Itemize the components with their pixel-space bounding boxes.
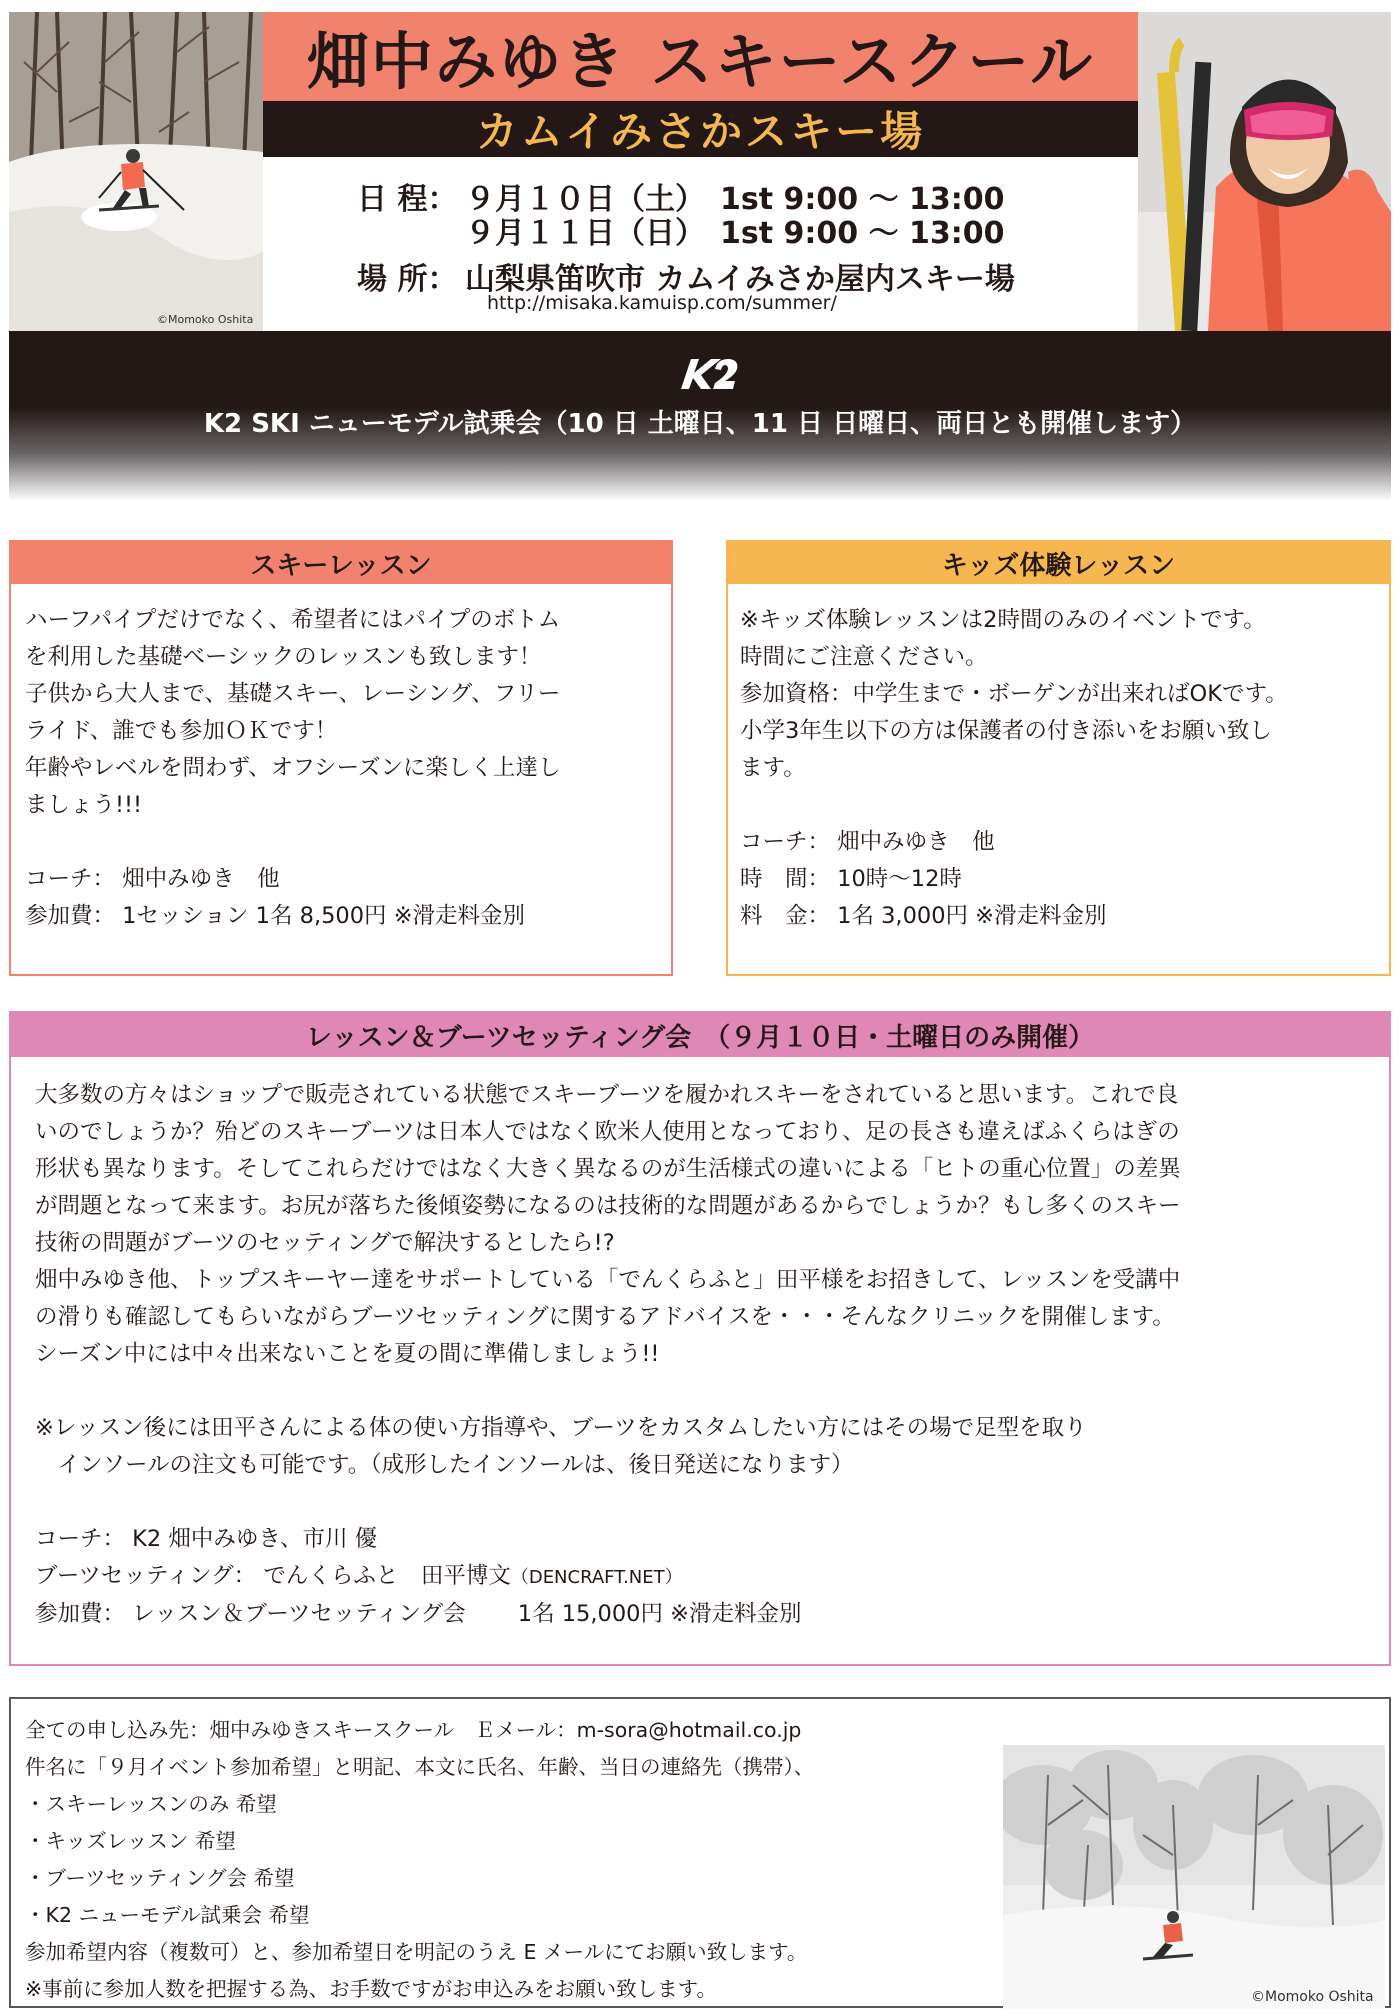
boots-setting-line: シーズン中には中々出来ないことを夏の間に準備しましょう!! bbox=[35, 1341, 660, 1367]
boots-setting-line: 技術の問題がブーツのセッティングで解決するとしたら!? bbox=[35, 1230, 615, 1256]
school-title-band bbox=[263, 12, 1138, 101]
ski-lesson-line: ましょう!!! bbox=[25, 792, 143, 818]
kids-lesson-fee: 料 金： 1名 3,000円 ※滑走料金別 bbox=[740, 903, 1107, 929]
kids-lesson-box bbox=[726, 540, 1391, 976]
application-line: ・ブーツセッティング会 希望 bbox=[25, 1866, 295, 1890]
application-line: 参加希望内容（複数可）と、参加希望日を明記のうえ E メールにてお願い致します。 bbox=[25, 1940, 808, 1964]
boots-setting-line: が問題となって来ます。お尻が落ちた後傾姿勢になるのは技術的な問題があるからでしょうか？もし多くのスキー bbox=[35, 1193, 1181, 1219]
application-body bbox=[25, 1713, 814, 2009]
ski-lesson-line: を利用した基礎ベーシックのレッスンも致します！ bbox=[25, 644, 542, 670]
instructor-portrait-image bbox=[1138, 12, 1391, 331]
boots-setting-fitter bbox=[35, 1558, 1367, 1596]
venue-label: 場 所： bbox=[357, 262, 458, 297]
boots-setting-line: 形状も異なります。そしてこれらだけではなく大きく異なるのが生活様式の違いによる「ヒトの重心位置」の差異 bbox=[35, 1156, 1181, 1182]
k2-logo-icon bbox=[677, 355, 741, 393]
boots-setting-body bbox=[11, 1057, 1389, 1633]
boots-setting-line: 畑中みゆき他、トップスキーヤー達をサポートしている「でんくらふと」田平様をお招きして、レッスンを受講中 bbox=[35, 1267, 1181, 1293]
application-line: ・スキーレッスンのみ 希望 bbox=[25, 1792, 277, 1816]
k2-announcement-band bbox=[9, 331, 1391, 501]
snowy-forest-image bbox=[1003, 1745, 1385, 2009]
venue-name: 山梨県笛吹市 カムイみさか屋内スキー場 bbox=[465, 262, 1015, 297]
application-line: ・K2 ニューモデル試乗会 希望 bbox=[25, 1903, 310, 1927]
kids-lesson-line: ※キッズ体験レッスンは2時間のみのイベントです。 bbox=[740, 607, 1266, 633]
photo-credit-right: ©Momoko Oshita bbox=[1251, 1989, 1374, 2005]
kids-lesson-time: 時 間： 10時～12時 bbox=[740, 866, 962, 892]
resort-url[interactable]: http://misaka.kamuisp.com/summer/ bbox=[487, 292, 837, 314]
kids-lesson-line: 参加資格：中学生まで・ボーゲンが出来ればOKです。 bbox=[740, 681, 1288, 707]
skier-forest-photo bbox=[9, 12, 263, 331]
ski-lesson-line: ライド、誰でも参加ＯＫです！ bbox=[25, 718, 338, 744]
boots-setting-line: の滑りも確認してもらいながらブーツセッティングに関するアドバイスを・・・そんなクリニックを開催します。 bbox=[35, 1304, 1175, 1330]
photo-credit-left: ©Momoko Oshita bbox=[157, 313, 254, 326]
ski-lesson-coach: コーチ： 畑中みゆき 他 bbox=[25, 866, 280, 892]
kids-lesson-coach: コーチ： 畑中みゆき 他 bbox=[740, 829, 995, 855]
schedule-day2: ９月１１日（日） 1st 9:00 ～ 13:00 bbox=[465, 216, 1005, 251]
kids-lesson-line: 小学3年生以下の方は保護者の付き添いをお願い致し bbox=[740, 718, 1272, 744]
boots-setting-note: ※レッスン後には田平さんによる体の使い方指導や、ブーツをカスタムしたい方にはその場で足型を取り bbox=[35, 1415, 1087, 1441]
application-line: 全ての申し込み先：畑中みゆきスキースクール Ｅメール：m-sora@hotmail.co.jp bbox=[25, 1718, 802, 1742]
kids-lesson-line: ます。 bbox=[740, 755, 806, 781]
ski-lesson-box bbox=[9, 540, 673, 976]
resort-name-band bbox=[263, 101, 1138, 157]
resort-name: カムイみさかスキー場 bbox=[475, 107, 926, 156]
ski-lesson-heading: スキーレッスン bbox=[11, 542, 671, 584]
snowy-forest-photo bbox=[1003, 1745, 1385, 2009]
application-line: ・キッズレッスン 希望 bbox=[25, 1829, 236, 1853]
ski-lesson-line: ハーフパイプだけでなく、希望者にはパイプのボトム bbox=[25, 607, 561, 633]
school-title: 畑中みゆき スキースクール bbox=[306, 25, 1095, 98]
schedule-day1: ９月１０日（土） 1st 9:00 ～ 13:00 bbox=[465, 182, 1005, 217]
boots-setting-note: インソールの注文も可能です。（成形したインソールは、後日発送になります） bbox=[35, 1452, 854, 1478]
ski-lesson-line: 子供から大人まで、基礎スキー、レーシング、フリー bbox=[25, 681, 561, 707]
dencraft-site: （DENCRAFT.NET） bbox=[510, 1567, 683, 1588]
application-line: ※事前に参加人数を把握する為、お手数ですがお申込みをお願い致します。 bbox=[25, 1977, 718, 2001]
schedule-label: 日 程： bbox=[357, 182, 458, 217]
k2-announcement-text: K2 SKI ニューモデル試乗会（10 日 土曜日、11 日 日曜日、両日とも開催します） bbox=[203, 409, 1197, 439]
kids-lesson-line: 時間にご注意ください。 bbox=[740, 644, 988, 670]
application-box bbox=[9, 1697, 1391, 2008]
kids-lesson-body bbox=[728, 584, 1389, 935]
boots-setting-heading: レッスン＆ブーツセッティング会 （９月１０日・土曜日のみ開催） bbox=[11, 1013, 1389, 1057]
boots-setting-line: いのでしょうか？殆どのスキーブーツは日本人ではなく欧米人使用となっており、足の長さも違えばふくらはぎの bbox=[35, 1119, 1180, 1145]
skier-forest-image bbox=[9, 12, 263, 331]
kids-lesson-heading: キッズ体験レッスン bbox=[728, 542, 1389, 584]
boots-setting-box bbox=[9, 1011, 1391, 1666]
application-line: 件名に「９月イベント参加希望」と明記、本文に氏名、年齢、当日の連絡先（携帯）、 bbox=[25, 1755, 815, 1779]
boots-setting-coach: コーチ： K2 畑中みゆき、市川 優 bbox=[35, 1526, 378, 1552]
ski-lesson-body bbox=[11, 584, 671, 935]
ski-lesson-fee: 参加費： 1セッション 1名 8,500円 ※滑走料金別 bbox=[25, 903, 526, 929]
ski-lesson-line: 年齢やレベルを問わず、オフシーズンに楽しく上達し bbox=[25, 755, 561, 781]
boots-setting-fee: 参加費： レッスン＆ブーツセッティング会 1名 15,000円 ※滑走料金別 bbox=[35, 1601, 802, 1627]
instructor-portrait-photo bbox=[1138, 12, 1391, 331]
boots-setting-fitter-label: ブーツセッティング： でんくらふと 田平博文 bbox=[35, 1563, 511, 1589]
boots-setting-line: 大多数の方々はショップで販売されている状態でスキーブーツを履かれスキーをされていると思います。これで良 bbox=[35, 1082, 1179, 1108]
